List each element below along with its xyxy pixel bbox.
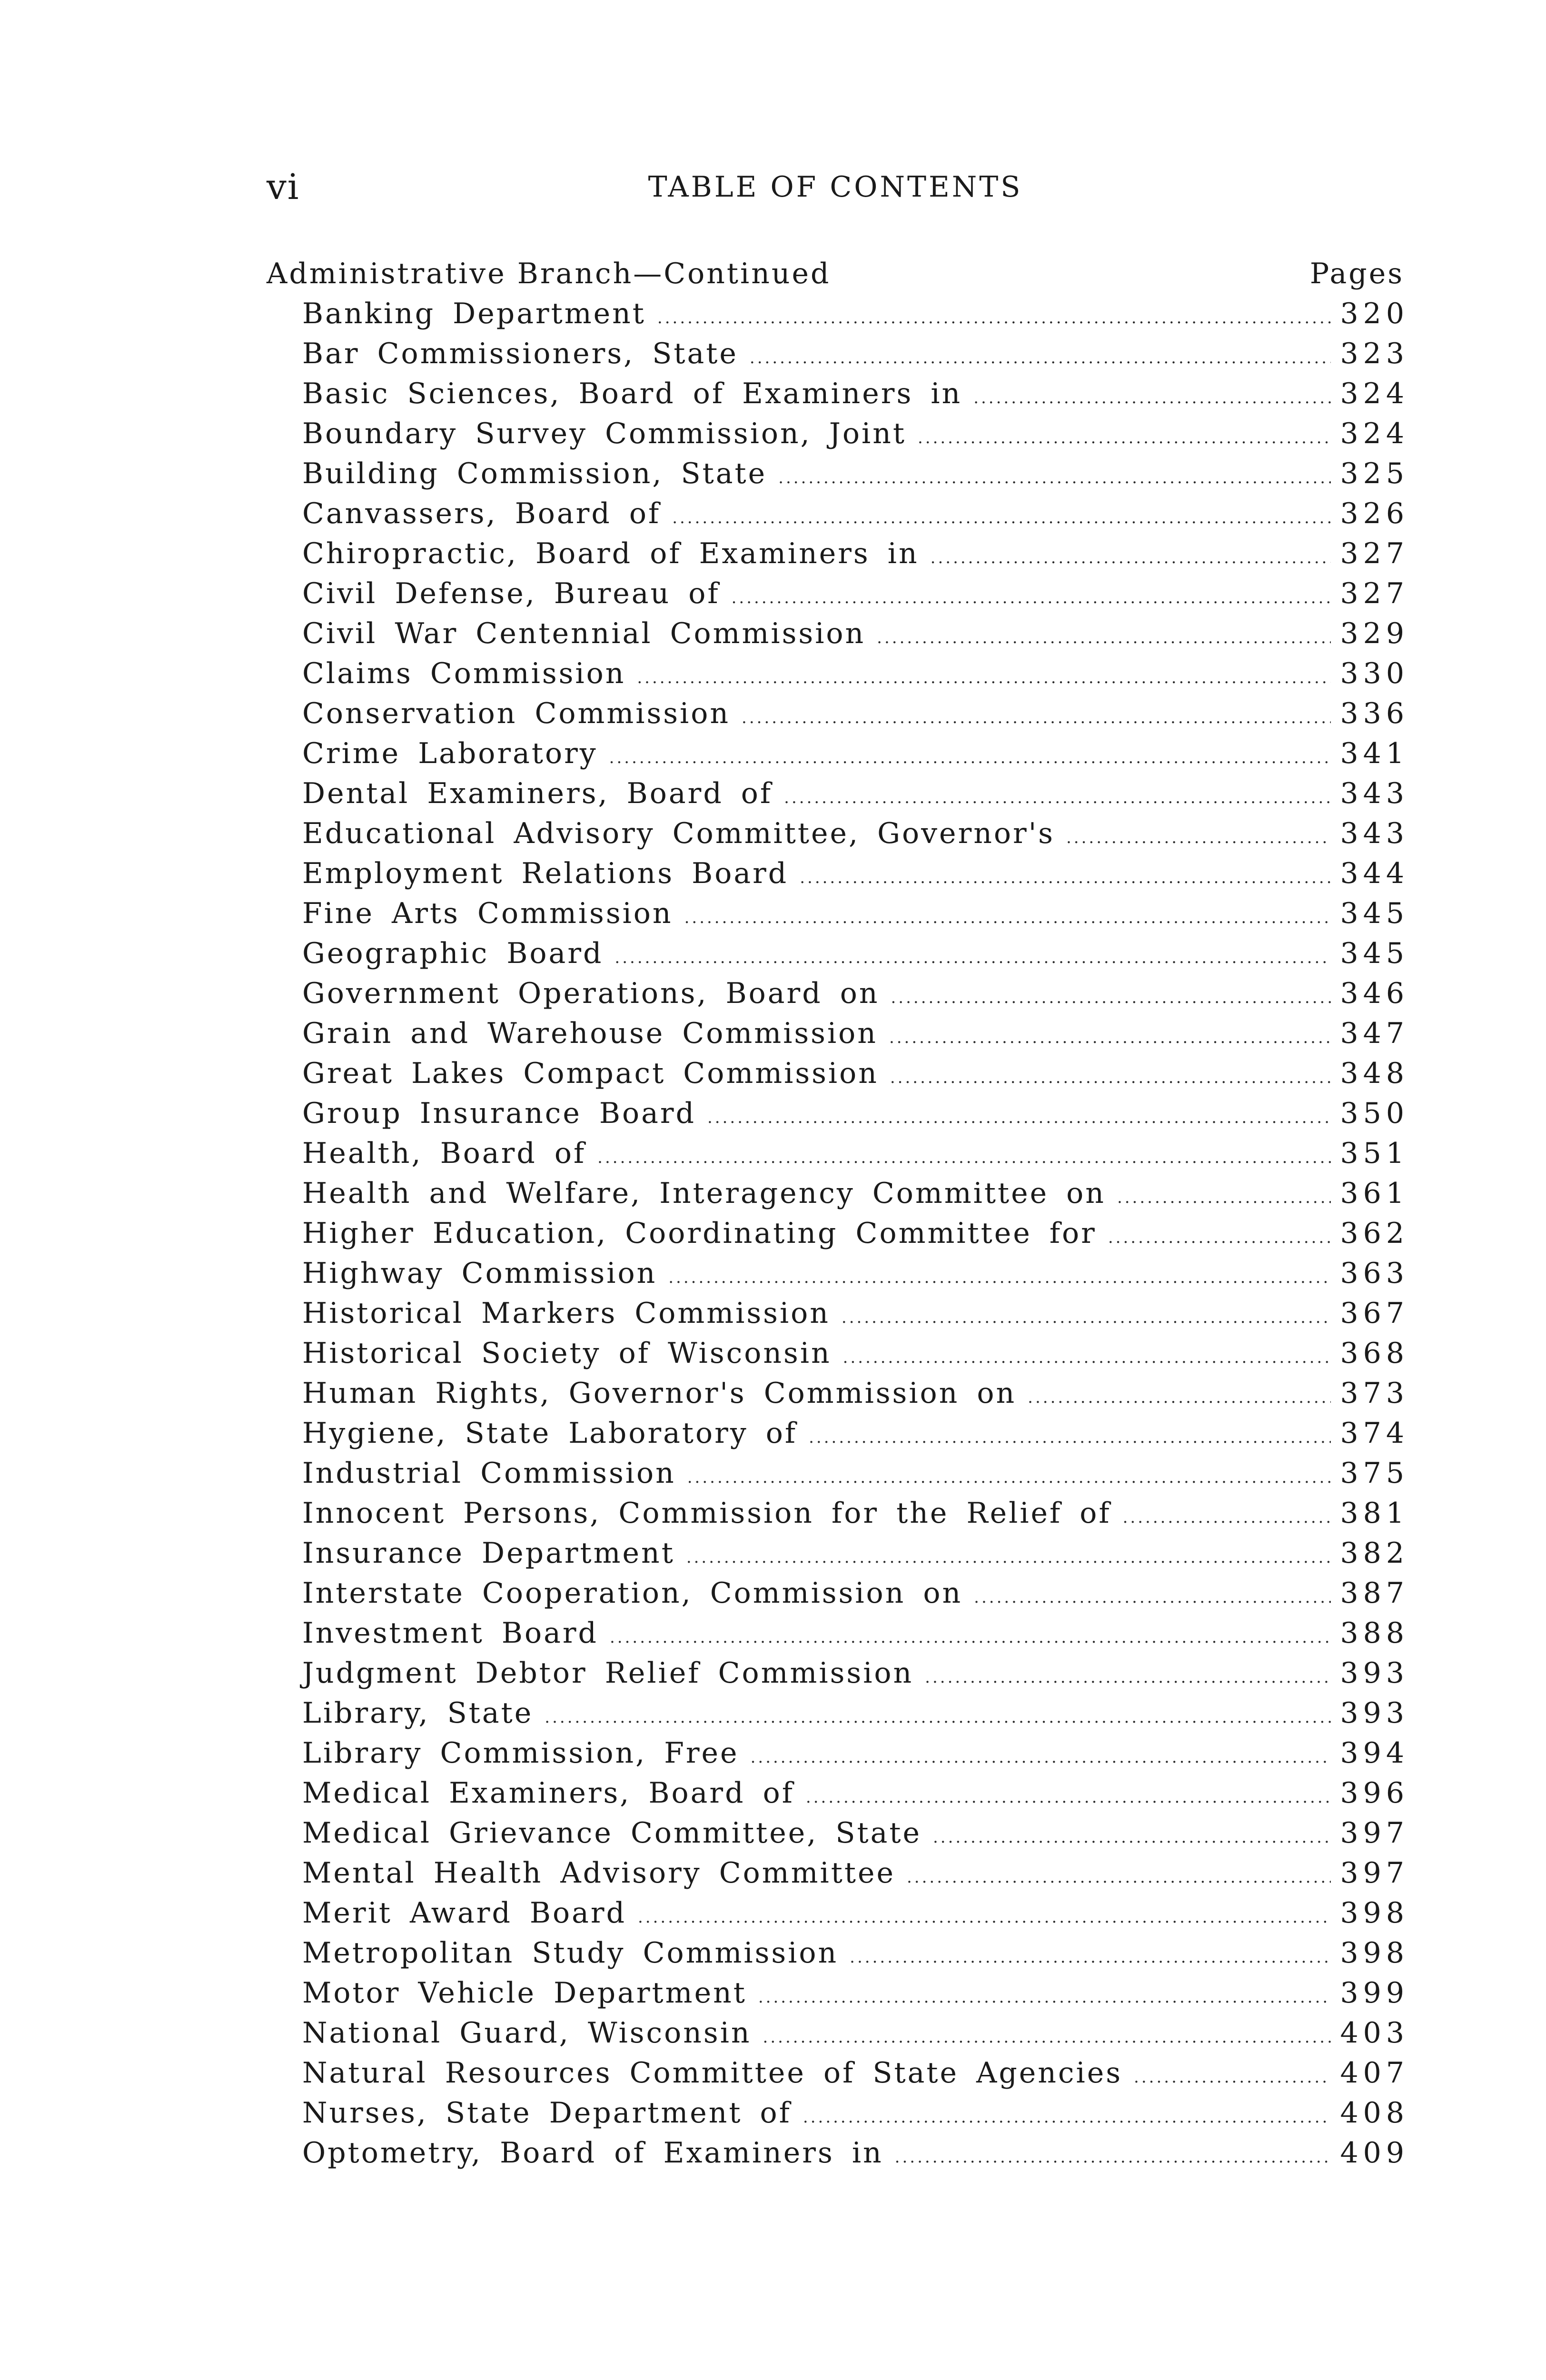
toc-entry-title: Building Commission, State — [302, 457, 767, 490]
toc-entry — [267, 2016, 1409, 2056]
toc-entry-title: Group Insurance Board — [302, 1097, 696, 1130]
dot-leader — [850, 1948, 1331, 1967]
toc-entry-page: 368 — [1340, 1337, 1409, 1370]
toc-entry-page: 374 — [1340, 1417, 1409, 1450]
toc-entry-page: 398 — [1340, 1896, 1409, 1930]
dot-leader — [742, 708, 1331, 727]
toc-entry — [267, 1417, 1409, 1457]
toc-entry-page: 367 — [1340, 1297, 1409, 1330]
dot-leader — [784, 788, 1331, 807]
dot-leader — [918, 428, 1331, 447]
dot-leader — [1134, 2068, 1331, 2087]
toc-entry — [267, 1736, 1409, 1776]
toc-entry — [267, 417, 1409, 457]
dot-leader — [638, 1908, 1331, 1927]
toc-entry-page: 325 — [1340, 457, 1409, 490]
toc-entry-title: Health, Board of — [302, 1137, 586, 1170]
toc-entry — [267, 1696, 1409, 1736]
dot-leader — [1108, 1228, 1331, 1247]
toc-entry — [267, 2096, 1409, 2136]
pages-column-label: Pages — [1309, 257, 1404, 290]
toc-entry — [267, 2056, 1409, 2096]
toc-entry — [267, 777, 1409, 817]
toc-entry-title: Medical Examiners, Board of — [302, 1776, 794, 1810]
dot-leader — [842, 1308, 1331, 1327]
toc-entry-title: Claims Commission — [302, 657, 626, 690]
dot-leader — [763, 2028, 1331, 2047]
toc-entry-title: Metropolitan Study Commission — [302, 1936, 839, 1970]
dot-leader — [907, 1868, 1331, 1887]
toc-entry-title: Human Rights, Governor's Commission on — [302, 1377, 1017, 1410]
toc-entry-title: Bar Commissioners, State — [302, 337, 738, 370]
toc-entry-page: 407 — [1340, 2056, 1409, 2090]
toc-entry — [267, 537, 1409, 577]
toc-entry-title: Crime Laboratory — [302, 737, 598, 770]
toc-entry-title: Boundary Survey Commission, Joint — [302, 417, 906, 450]
toc-entry-title: Natural Resources Committee of State Agencies — [302, 2056, 1123, 2090]
running-title: TABLE OF CONTENTS — [648, 170, 1023, 204]
toc-entry-title: Insurance Department — [302, 1537, 675, 1570]
dot-leader — [687, 1468, 1331, 1487]
toc-entry — [267, 1616, 1409, 1656]
toc-entry-title: Nurses, State Department of — [302, 2096, 792, 2130]
toc-entry-page: 351 — [1340, 1137, 1409, 1170]
toc-entry-page: 375 — [1340, 1457, 1409, 1490]
toc-entry-page: 345 — [1340, 897, 1409, 930]
toc-entry — [267, 977, 1409, 1017]
toc-entry-title: Historical Society of Wisconsin — [302, 1337, 832, 1370]
toc-entry — [267, 1816, 1409, 1856]
toc-entry-page: 408 — [1340, 2096, 1409, 2130]
toc-entry — [267, 697, 1409, 737]
toc-entry — [267, 297, 1409, 337]
toc-entry-page: 381 — [1340, 1497, 1409, 1530]
dot-leader — [732, 588, 1331, 607]
toc-entry — [267, 1377, 1409, 1417]
toc-entry — [267, 937, 1409, 977]
toc-entry-page: 347 — [1340, 1017, 1409, 1050]
toc-entry — [267, 577, 1409, 617]
toc-entry-page: 324 — [1340, 377, 1409, 410]
toc-entry-page: 327 — [1340, 537, 1409, 570]
toc-entry-title: Health and Welfare, Interagency Committee on — [302, 1177, 1106, 1210]
dot-leader — [933, 1828, 1331, 1847]
toc-entry — [267, 1137, 1409, 1177]
toc-entry-list — [267, 297, 1409, 2176]
toc-entry-page: 382 — [1340, 1537, 1409, 1570]
toc-entry — [267, 1057, 1409, 1097]
dot-leader — [803, 2108, 1331, 2127]
dot-leader — [809, 1428, 1331, 1447]
toc-entry — [267, 897, 1409, 937]
toc-entry-title: Employment Relations Board — [302, 857, 789, 890]
toc-entry-page: 409 — [1340, 2136, 1409, 2170]
dot-leader — [891, 988, 1331, 1007]
toc-entry-page: 363 — [1340, 1257, 1409, 1290]
toc-entry-page: 350 — [1340, 1097, 1409, 1130]
dot-leader — [686, 1548, 1331, 1567]
toc-entry-title: Library Commission, Free — [302, 1736, 739, 1770]
toc-entry-title: Historical Markers Commission — [302, 1297, 830, 1330]
toc-entry-page: 403 — [1340, 2016, 1409, 2050]
dot-leader — [890, 1068, 1331, 1087]
toc-entry — [267, 457, 1409, 497]
dot-leader — [545, 1708, 1331, 1727]
toc-entry — [267, 377, 1409, 417]
dot-leader — [751, 1748, 1331, 1767]
toc-entry-page: 330 — [1340, 657, 1409, 690]
toc-entry-page: 326 — [1340, 497, 1409, 530]
toc-entry-page: 393 — [1340, 1696, 1409, 1730]
toc-entry-title: Educational Advisory Committee, Governor's — [302, 817, 1055, 850]
toc-entry — [267, 2136, 1409, 2176]
toc-entry — [267, 1577, 1409, 1616]
toc-entry-page: 343 — [1340, 817, 1409, 850]
toc-entry-page: 346 — [1340, 977, 1409, 1010]
dot-leader — [778, 468, 1331, 487]
toc-entry-page: 323 — [1340, 337, 1409, 370]
toc-entry — [267, 1097, 1409, 1137]
toc-entry-title: Judgment Debtor Relief Commission — [302, 1656, 914, 1690]
toc-entry-title: Medical Grievance Committee, State — [302, 1816, 922, 1850]
toc-entry — [267, 1856, 1409, 1896]
toc-entry-title: Geographic Board — [302, 937, 604, 970]
toc-entry-title: Banking Department — [302, 297, 646, 330]
toc-entry-page: 393 — [1340, 1656, 1409, 1690]
toc-entry-title: Government Operations, Board on — [302, 977, 880, 1010]
toc-entry — [267, 1177, 1409, 1217]
dot-leader — [877, 628, 1331, 647]
toc-entry-title: Mental Health Advisory Committee — [302, 1856, 895, 1890]
toc-entry-page: 345 — [1340, 937, 1409, 970]
section-heading-row — [267, 257, 1404, 297]
dot-leader — [609, 748, 1331, 767]
toc-entry — [267, 657, 1409, 697]
toc-entry — [267, 1936, 1409, 1976]
dot-leader — [973, 388, 1331, 407]
toc-entry — [267, 617, 1409, 657]
page-number: vi — [267, 167, 300, 208]
toc-entry-title: Library, State — [302, 1696, 534, 1730]
toc-entry — [267, 1976, 1409, 2016]
toc-entry-page: 399 — [1340, 1976, 1409, 2010]
dot-leader — [925, 1668, 1331, 1687]
dot-leader — [707, 1108, 1331, 1127]
dot-leader — [684, 908, 1331, 927]
dot-leader — [597, 1148, 1331, 1167]
toc-entry-title: Canvassers, Board of — [302, 497, 661, 530]
toc-entry-title: Great Lakes Compact Commission — [302, 1057, 879, 1090]
toc-entry-title: Basic Sciences, Board of Examiners in — [302, 377, 962, 410]
toc-entry-title: Highway Commission — [302, 1257, 657, 1290]
toc-entry-page: 361 — [1340, 1177, 1409, 1210]
toc-entry — [267, 337, 1409, 377]
toc-entry-page: 336 — [1340, 697, 1409, 730]
dot-leader — [1028, 1388, 1331, 1407]
toc-entry-title: Higher Education, Coordinating Committee for — [302, 1217, 1097, 1250]
dot-leader — [657, 308, 1331, 327]
toc-entry-title: Merit Award Board — [302, 1896, 626, 1930]
toc-entry-title: Optometry, Board of Examiners in — [302, 2136, 883, 2170]
toc-entry-title: Hygiene, State Laboratory of — [302, 1417, 798, 1450]
dot-leader — [750, 348, 1331, 367]
toc-entry-page: 324 — [1340, 417, 1409, 450]
toc-entry — [267, 1656, 1409, 1696]
dot-leader — [843, 1348, 1331, 1367]
dot-leader — [806, 1788, 1331, 1807]
toc-entry — [267, 1457, 1409, 1497]
toc-entry-page: 397 — [1340, 1816, 1409, 1850]
dot-leader — [668, 1268, 1331, 1287]
toc-entry-page: 362 — [1340, 1217, 1409, 1250]
dot-leader — [672, 508, 1331, 527]
page-header — [267, 167, 1404, 209]
toc-entry-page: 329 — [1340, 617, 1409, 650]
toc-entry — [267, 497, 1409, 537]
toc-entry-title: Innocent Persons, Commission for the Relief of — [302, 1497, 1111, 1530]
toc-entry-page: 394 — [1340, 1736, 1409, 1770]
toc-entry — [267, 1297, 1409, 1337]
toc-entry-page: 373 — [1340, 1377, 1409, 1410]
dot-leader — [974, 1588, 1331, 1607]
dot-leader — [895, 2148, 1331, 2167]
toc-entry — [267, 1537, 1409, 1577]
toc-entry-title: Chiropractic, Board of Examiners in — [302, 537, 919, 570]
dot-leader — [610, 1628, 1331, 1647]
toc-entry-page: 344 — [1340, 857, 1409, 890]
toc-entry-page: 387 — [1340, 1577, 1409, 1610]
toc-entry-page: 320 — [1340, 297, 1409, 330]
dot-leader — [1117, 1188, 1331, 1207]
toc-entry — [267, 1017, 1409, 1057]
toc-entry-title: Civil War Centennial Commission — [302, 617, 866, 650]
dot-leader — [800, 868, 1331, 887]
toc-entry-title: Investment Board — [302, 1616, 598, 1650]
toc-entry-page: 388 — [1340, 1616, 1409, 1650]
dot-leader — [931, 548, 1331, 567]
table-of-contents — [267, 257, 1409, 2176]
toc-entry-title: Fine Arts Commission — [302, 897, 673, 930]
toc-entry — [267, 1896, 1409, 1936]
toc-entry-page: 343 — [1340, 777, 1409, 810]
toc-entry-title: Industrial Commission — [302, 1457, 676, 1490]
toc-entry-title: Dental Examiners, Board of — [302, 777, 773, 810]
toc-entry-page: 396 — [1340, 1776, 1409, 1810]
toc-entry — [267, 857, 1409, 897]
dot-leader — [889, 1028, 1331, 1047]
toc-entry-title: Grain and Warehouse Commission — [302, 1017, 878, 1050]
toc-entry — [267, 1497, 1409, 1537]
dot-leader — [637, 668, 1331, 687]
toc-entry — [267, 1257, 1409, 1297]
toc-entry-page: 341 — [1340, 737, 1409, 770]
dot-leader — [1123, 1508, 1331, 1527]
toc-entry — [267, 1776, 1409, 1816]
toc-entry-page: 327 — [1340, 577, 1409, 610]
dot-leader — [614, 948, 1331, 967]
toc-entry-title: Motor Vehicle Department — [302, 1976, 747, 2010]
toc-entry — [267, 737, 1409, 777]
toc-entry-page: 398 — [1340, 1936, 1409, 1970]
toc-entry-page: 348 — [1340, 1057, 1409, 1090]
dot-leader — [1066, 828, 1331, 847]
dot-leader — [758, 1988, 1331, 2007]
toc-entry-page: 397 — [1340, 1856, 1409, 1890]
toc-entry — [267, 1217, 1409, 1257]
toc-entry-title: Civil Defense, Bureau of — [302, 577, 720, 610]
toc-entry-title: National Guard, Wisconsin — [302, 2016, 752, 2050]
toc-entry-title: Conservation Commission — [302, 697, 731, 730]
toc-entry-title: Interstate Cooperation, Commission on — [302, 1577, 963, 1610]
section-heading: Administrative Branch—Continued — [267, 257, 831, 290]
toc-entry — [267, 1337, 1409, 1377]
toc-entry — [267, 817, 1409, 857]
